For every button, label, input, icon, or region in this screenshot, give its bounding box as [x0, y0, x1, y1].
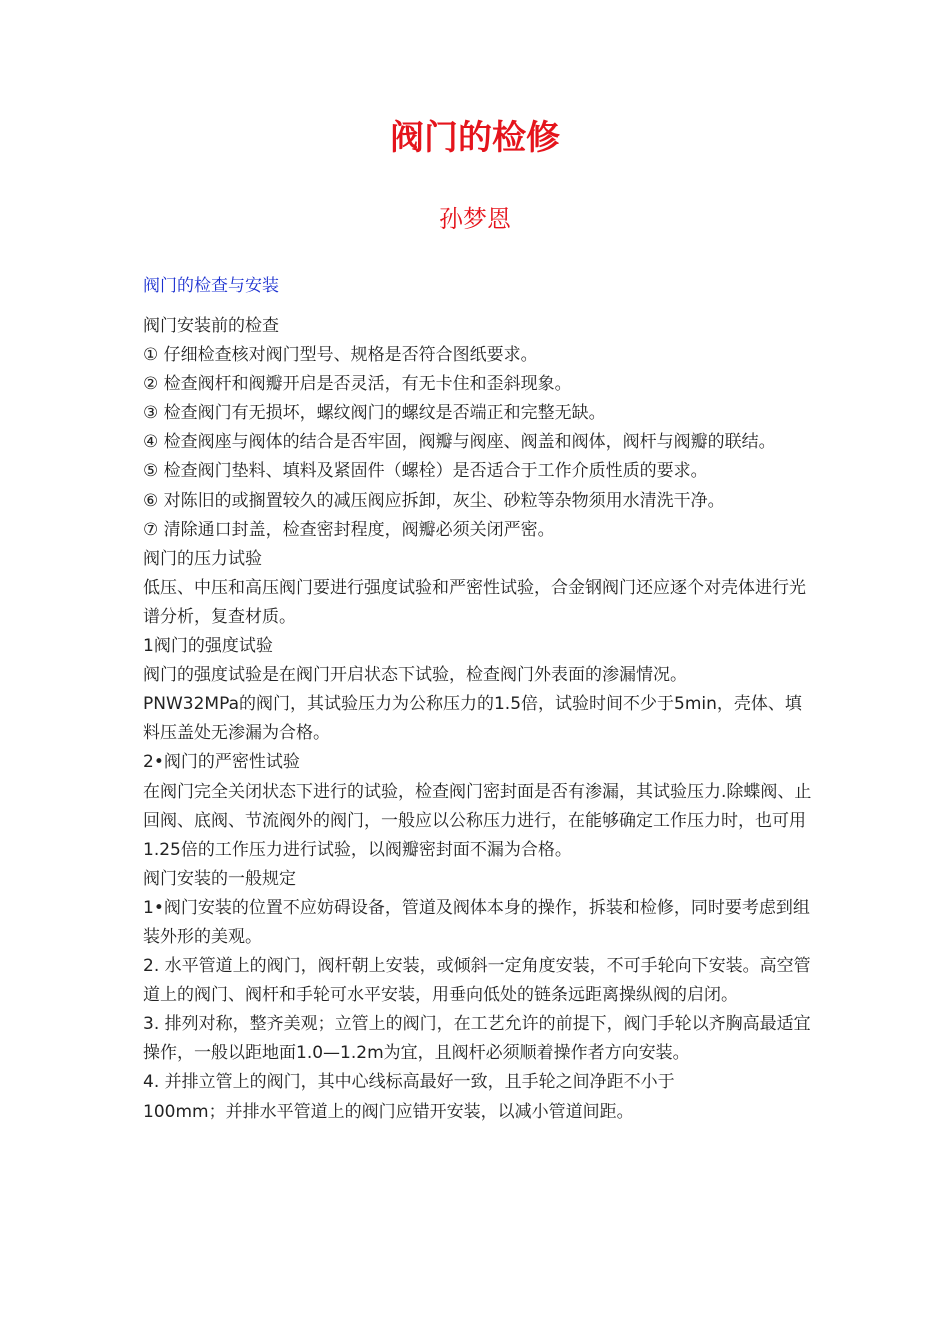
paragraph: 2. 水平管道上的阀门，阀杆朝上安装，或倾斜一定角度安装，不可手轮向下安装。高空管道上的阀门、阀杆和手轮可水平安装，用垂向低处的链条远距离操纵阀的启闭。 [143, 956, 811, 1006]
paragraph: ⑥ 对陈旧的或搁置较久的减压阀应拆卸，灰尘、砂粒等杂物须用水清洗干净。 [143, 490, 725, 511]
body-text [143, 312, 815, 1127]
paragraph: 阀门安装的一般规定 [143, 868, 296, 889]
paragraph: 阀门的强度试验是在阀门开启状态下试验，检查阀门外表面的渗漏情况。 [143, 665, 687, 686]
paragraph: ① 仔细检查核对阀门型号、规格是否符合图纸要求。 [143, 345, 538, 366]
paragraph: ② 检查阀杆和阀瓣开启是否灵活，有无卡住和歪斜现象。 [143, 374, 572, 395]
paragraph: 低压、中压和高压阀门要进行强度试验和严密性试验，合金钢阀门还应逐个对壳体进行光谱分析，复查材质。 [143, 577, 806, 627]
paragraph: ⑦ 清除通口封盖，检查密封程度，阀瓣必须关闭严密。 [143, 519, 555, 540]
paragraph: 在阀门完全关闭状态下进行的试验，检查阀门密封面是否有渗漏，其试验压力.除蝶阀、止回阀、底阀、节流阀外的阀门，一般应以公称压力进行，在能够确定工作压力时，也可用1.25倍的工作压力进行试验，以阀瓣密封面不漏为合格。 [143, 781, 812, 860]
paragraph: 1阀门的强度试验 [143, 636, 273, 657]
paragraph: ⑤ 检查阀门垫料、填料及紧固件（螺栓）是否适合于工作介质性质的要求。 [143, 461, 708, 482]
paragraph: 阀门的压力试验 [143, 548, 262, 569]
paragraph: PNW32MPa的阀门，其试验压力为公称压力的1.5倍，试验时间不少于5min，壳体、填料压盖处无渗漏为合格。 [143, 694, 802, 744]
author-name: 孙梦恩 [439, 205, 511, 233]
paragraph: ④ 检查阀座与阀体的结合是否牢固，阀瓣与阀座、阀盖和阀体，阀杆与阀瓣的联结。 [143, 432, 776, 453]
paragraph: 1•阀门安装的位置不应妨碍设备，管道及阀体本身的操作，拆装和检修，同时要考虑到组装外形的美观。 [143, 897, 810, 947]
paragraph: 2•阀门的严密性试验 [143, 752, 300, 773]
document-title: 阀门的检修 [390, 118, 560, 158]
paragraph: 100mm；并排水平管道上的阀门应错开安装，以减小管道间距。 [143, 1101, 634, 1122]
paragraph: 阀门安装前的检查 [143, 316, 279, 336]
paragraph: ③ 检查阀门有无损坏，螺纹阀门的螺纹是否端正和完整无缺。 [143, 403, 606, 424]
paragraph: 4. 并排立管上的阀门，其中心线标高最好一致，且手轮之间净距不小于 [143, 1072, 675, 1093]
paragraph: 3. 排列对称，整齐美观；立管上的阀门，在工艺允许的前提下，阀门手轮以齐胸高最适宜操作，一般以距地面1.0—1.2m为宜，且阀杆必须顺着操作者方向安装。 [143, 1014, 811, 1064]
section-heading: 阀门的检查与安装 [143, 276, 279, 296]
